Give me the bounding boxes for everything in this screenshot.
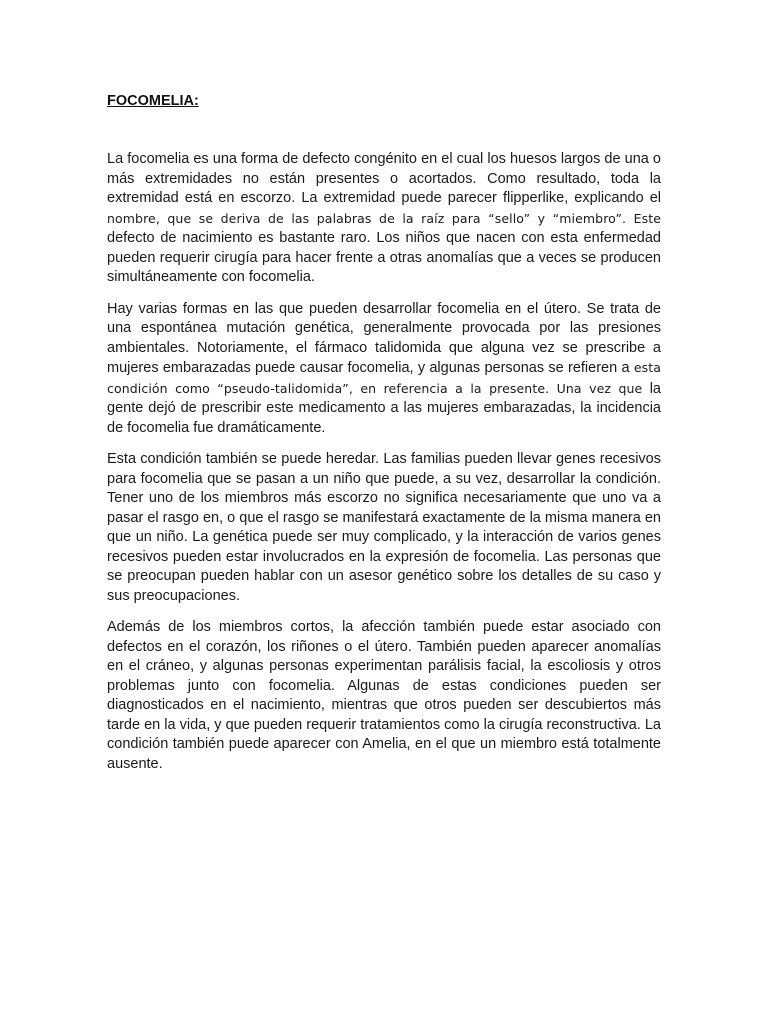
document-title: FOCOMELIA: [107,93,199,109]
paragraph-1-text: La focomelia es una forma de defecto congénito en el cual los huesos largos de una o más extremidades no están presentes o acortados. Como resultado, toda la extremidad está en escorzo. La extremidad puede parecer flipperlike, explicando el [107,151,661,206]
paragraph-4-text: Además de los miembros cortos, la afección también puede estar asociado con defectos en el corazón, los riñones o el útero. También pueden aparecer anomalías en el cráneo, y algunas personas experimentan parálisis facial, la escoliosis y otros problemas junto con focomelia. Algunas de estas condiciones pueden ser diagnosticados en el nacimiento, mientras que otros pueden ser descubiertos más tarde en la vida, y que pueden requerir tratamientos como la cirugía reconstructiva. La condición también puede aparecer con Amelia, en el que un miembro está totalmente ausente. [107,619,661,772]
paragraph-4 [107,618,661,774]
paragraph-2-text: Hay varias formas en las que pueden desarrollar focomelia en el útero. Se trata de una espontánea mutación genética, generalmente provocada por las presiones ambientales. Notoriamente, el fármaco talidomida que alguna vez se prescribe a mujeres embarazadas puede causar focomelia, y algunas personas se refieren a [107,300,661,376]
document-body [107,150,661,786]
paragraph-3 [107,450,661,606]
paragraph-1-alt-font-line: nombre, que se deriva de las palabras de la raíz para “sello” y “miembro”. Este [107,210,661,226]
paragraph-3-text: Esta condición también se puede heredar. Las familias pueden llevar genes recesivos para focomelia que se pasan a un niño que puede, a su vez, desarrollar la condición. Tener uno de los miembros más escorzo no significa necesariamente que uno va a pasar el rasgo en, o que el rasgo se manifestará exactamente de la misma manera en que un niño. La genética puede ser muy complicado, y la interacción de varios genes recesivos pueden estar involucrados en la expresión de focomelia. Las personas que se preocupan pueden hablar con un asesor genético sobre los detalles de su caso y sus preocupaciones. [107,451,661,604]
paragraph-1 [107,150,661,288]
paragraph-2-text-end: la gente dejó de prescribir este medicamento a las mujeres embarazadas, la incidencia de focomelia fue dramáticamente. [107,380,661,436]
paragraph-2-alt-font-line: esta condición como “pseudo-talidomida”, en referencia a la presente. Una vez que [107,360,661,396]
paragraph-2 [107,300,661,439]
paragraph-1-text-end: defecto de nacimiento es bastante raro. Los niños que nacen con esta enfermedad pueden requerir cirugía para hacer frente a otras anomalías que a veces se producen simultáneamente con focomelia. [107,230,661,285]
